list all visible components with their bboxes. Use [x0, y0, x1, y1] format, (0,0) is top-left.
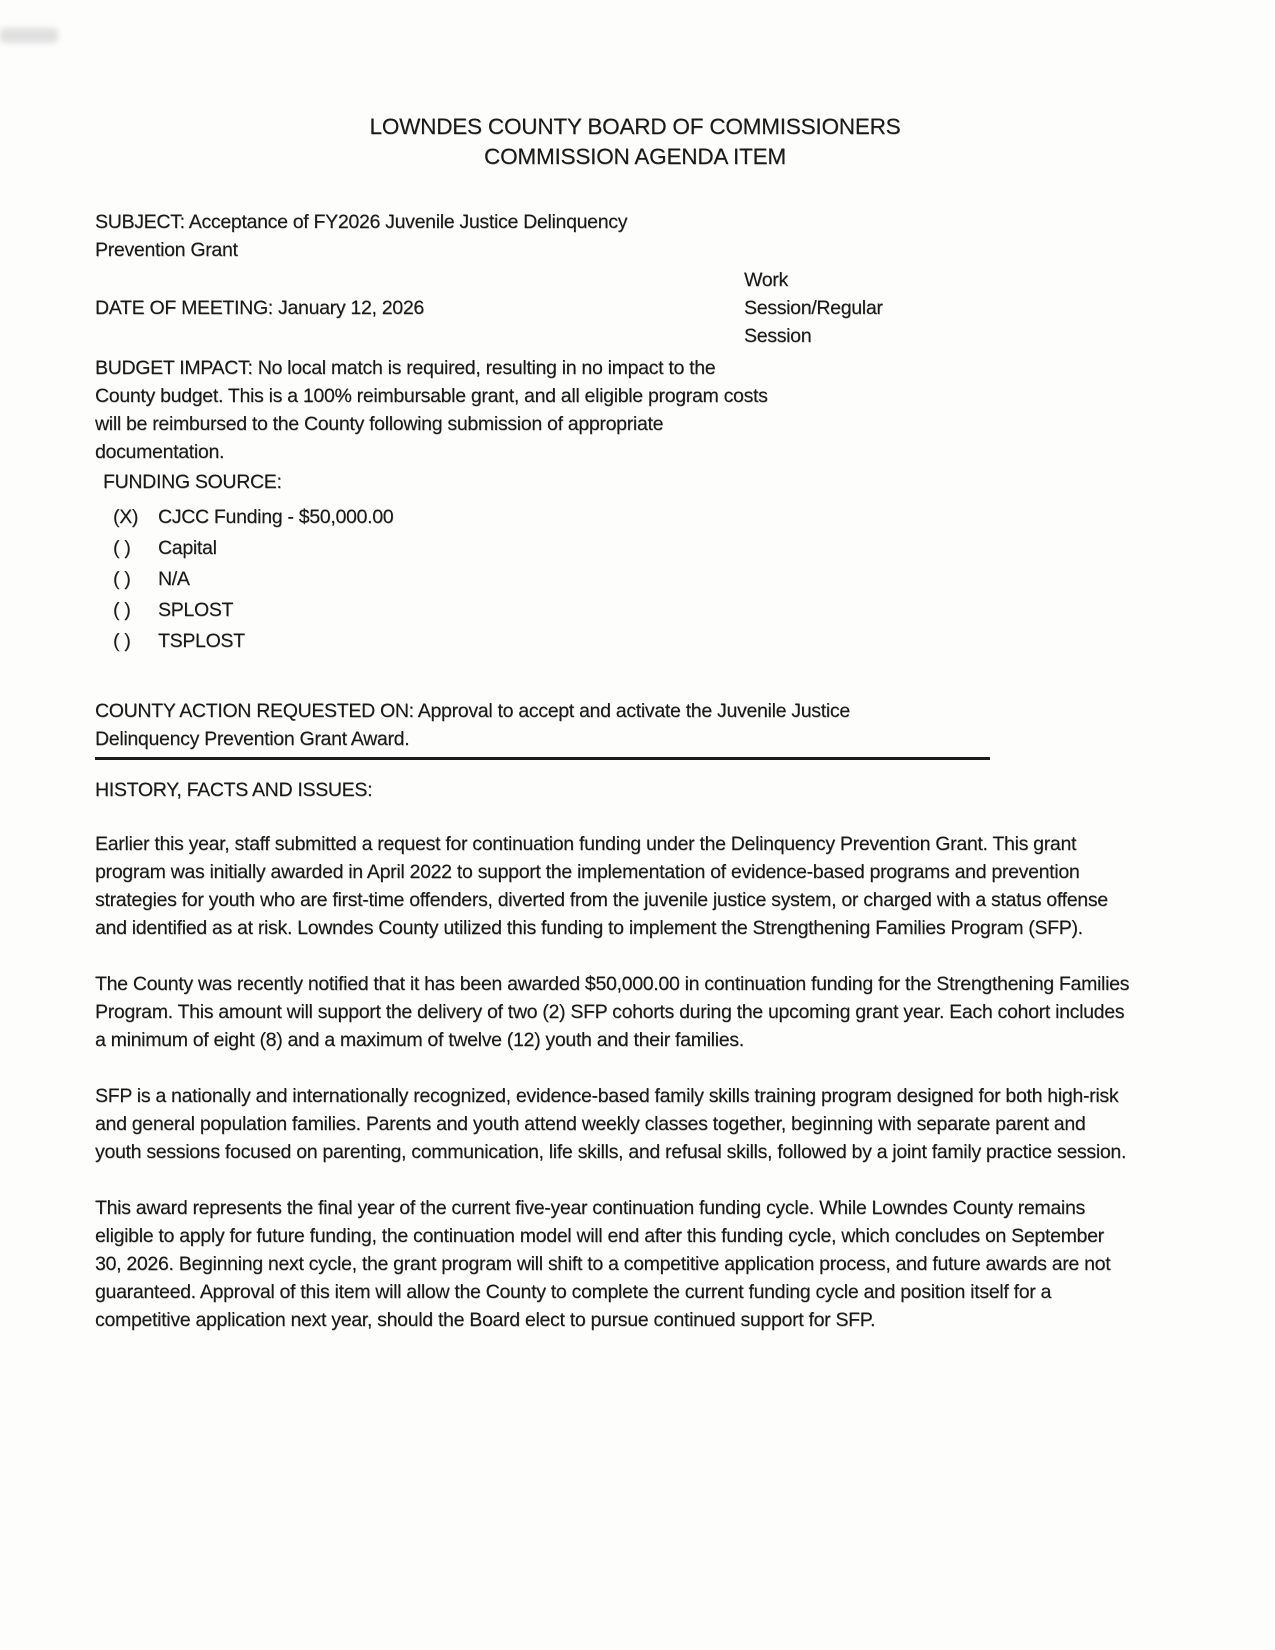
checkbox-mark: ( ) [113, 537, 131, 559]
funding-option-label: CJCC Funding - $50,000.00 [158, 506, 394, 528]
divider-rule [95, 757, 990, 760]
history-paragraph-1: Earlier this year, staff submitted a request for continuation funding under the Delinquency Prevention Grant. This grant program was initially awarded in April 2022 to support the implementation of evidence-based programs and prevention strategies for youth who are first-time offenders, diverted from the juvenile justice system, or charged with a status offense and identified as at risk. Lowndes County utilized this funding to implement the Strengthening Families Program (SFP). [95, 833, 1108, 939]
checkbox-mark: ( ) [113, 599, 131, 621]
funding-option-label: Capital [158, 537, 217, 559]
session-type: Work Session/Regular Session [744, 269, 883, 347]
date-of-meeting: DATE OF MEETING: January 12, 2026 [95, 297, 424, 319]
county-action-requested: COUNTY ACTION REQUESTED ON: Approval to accept and activate the Juvenile Justice Delinquency Prevention Grant Award. [95, 700, 850, 750]
funding-option [95, 533, 1175, 564]
funding-option [95, 564, 1175, 595]
document-title-line1: LOWNDES COUNTY BOARD OF COMMISSIONERS [369, 114, 901, 139]
funding-option-label: SPLOST [158, 599, 234, 621]
funding-source-label: FUNDING SOURCE: [103, 471, 282, 493]
budget-impact: BUDGET IMPACT: No local match is required, resulting in no impact to the County budget. This is a 100% reimbursable grant, and all eligible program costs will be reimbursed to the County following submission of appropriate documentation. [95, 357, 768, 463]
history-paragraph-2: The County was recently notified that it has been awarded $50,000.00 in continuation funding for the Strengthening Families Program. This amount will support the delivery of two (2) SFP cohorts during the upcoming grant year. Each cohort includes a minimum of eight (8) and a maximum of twelve (12) youth and their families. [95, 973, 1130, 1051]
funding-option-label: TSPLOST [158, 630, 245, 652]
history-paragraph-4: This award represents the final year of the current five-year continuation funding cycle. While Lowndes County remains eligible to apply for future funding, the continuation model will end after this funding cycle, which concludes on September 30, 2026. Beginning next cycle, the grant program will shift to a competitive application process, and future awards are not guaranteed. Approval of this item will allow the County to complete the current funding cycle and position itself for a competitive application next year, should the Board elect to pursue continued support for SFP. [95, 1197, 1111, 1331]
meeting-info-row [95, 266, 1175, 350]
funding-option [95, 502, 1175, 533]
checkbox-mark: ( ) [113, 568, 131, 590]
history-paragraph-3: SFP is a nationally and internationally recognized, evidence-based family skills training program designed for both high-risk and general population families. Parents and youth attend weekly classes together, beginning with separate parent and youth sessions focused on parenting, communication, life skills, and refusal skills, followed by a joint family practice session. [95, 1085, 1127, 1163]
document-title-line2: COMMISSION AGENDA ITEM [484, 144, 786, 169]
subject-line: SUBJECT: Acceptance of FY2026 Juvenile Justice Delinquency Prevention Grant [95, 211, 628, 261]
funding-option [95, 626, 1175, 657]
scan-artifact [0, 28, 58, 43]
funding-option [95, 595, 1175, 626]
history-heading: HISTORY, FACTS AND ISSUES: [95, 779, 373, 801]
document-header [95, 112, 1175, 172]
funding-option-label: N/A [158, 568, 190, 590]
funding-source-list [95, 502, 1175, 657]
checkbox-mark: (X) [113, 506, 139, 528]
checkbox-mark: ( ) [113, 630, 131, 652]
